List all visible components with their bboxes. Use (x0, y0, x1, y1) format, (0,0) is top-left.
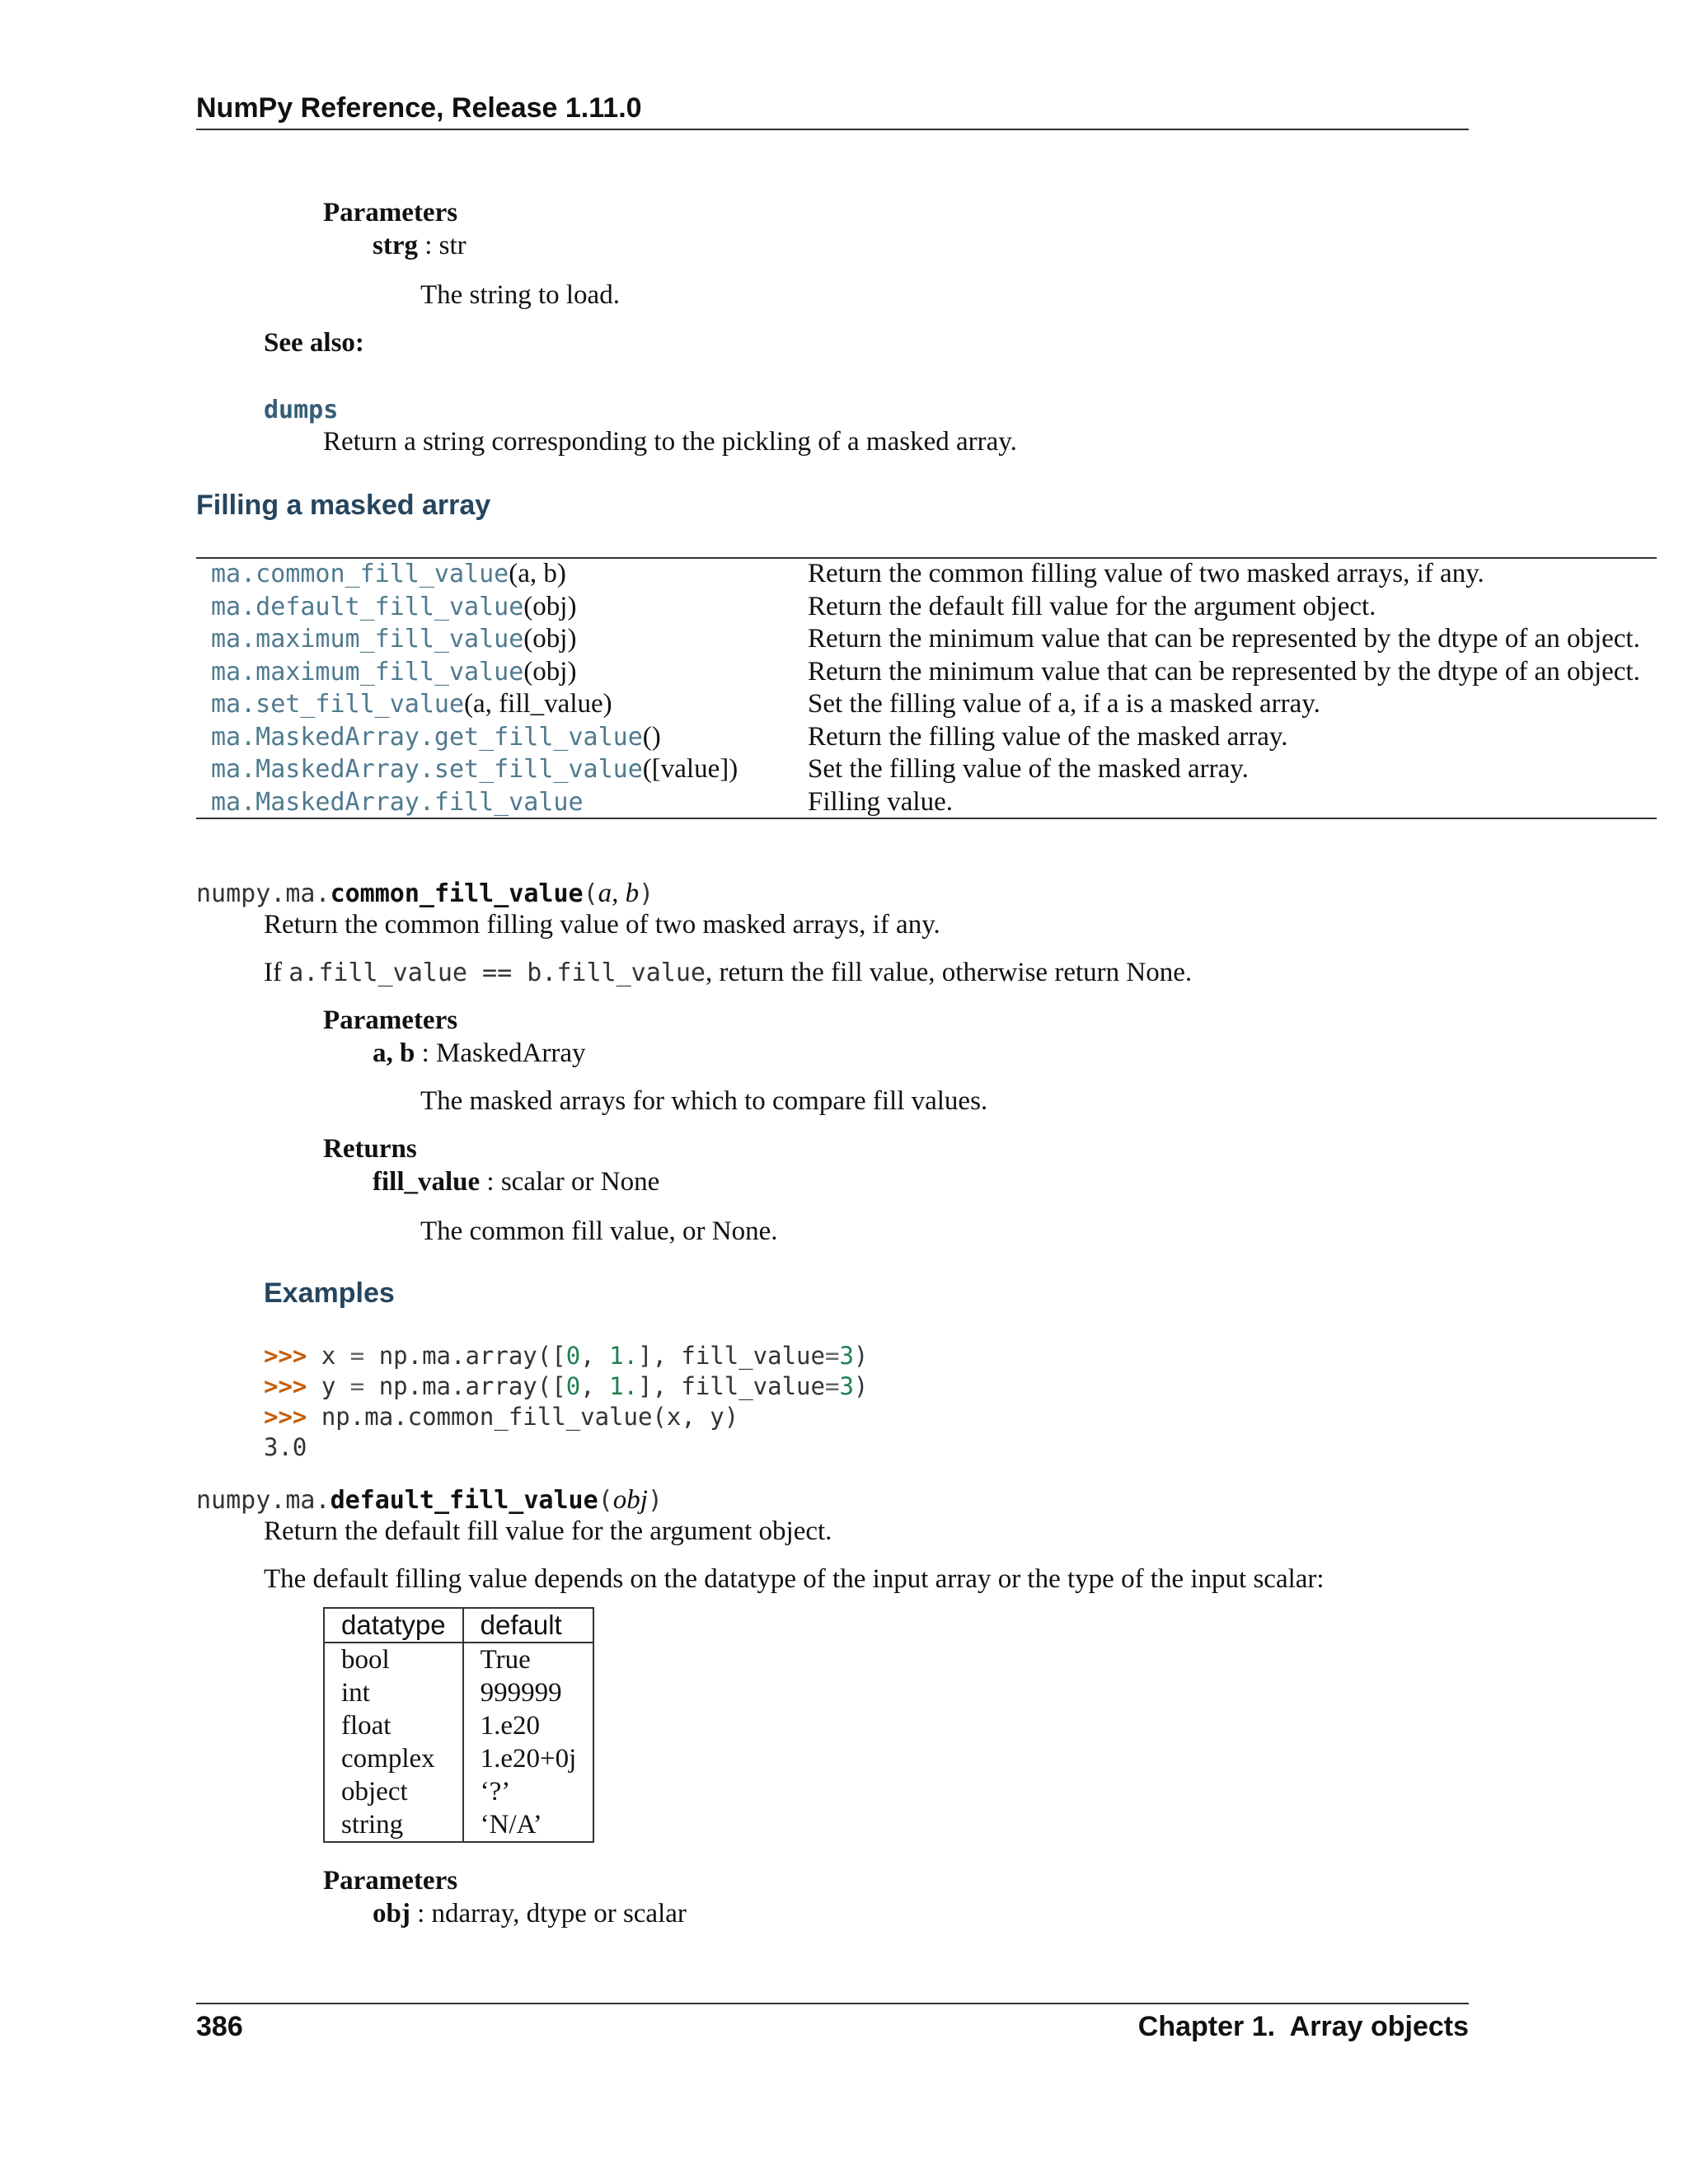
func-args: (obj) (523, 624, 577, 654)
code-token: , (580, 1372, 610, 1400)
summary-row-func (211, 592, 576, 622)
code-output: 3.0 (264, 1433, 307, 1461)
sig-close-paren: ) (647, 1486, 663, 1515)
return-line (373, 1167, 659, 1197)
func-link[interactable]: ma.default_fill_value (211, 592, 524, 621)
code-op: = (824, 1342, 840, 1370)
datatype-cell: float (324, 1709, 463, 1742)
func-args: (a, b) (509, 559, 566, 588)
section-heading-filling: Filling a masked array (196, 490, 491, 521)
code-token: np.ma.array([ (364, 1342, 566, 1370)
summary-row-func (211, 559, 566, 589)
param-line (373, 231, 467, 261)
param-name: strg (373, 231, 418, 260)
sig-name: default_fill_value (330, 1486, 598, 1515)
param-line-2 (373, 1038, 585, 1069)
return-name: fill_value (373, 1167, 481, 1197)
examples-heading: Examples (264, 1277, 395, 1309)
inline-code: a.fill_value == b.fill_value (288, 958, 706, 987)
table-row (324, 1643, 593, 1676)
func-args: (obj) (523, 591, 577, 621)
summary-table-bottom-rule (196, 818, 1657, 819)
table-header-datatype: datatype (324, 1608, 463, 1643)
code-token: ) (853, 1342, 869, 1370)
sig-args: a, b (598, 879, 640, 908)
summary-row-func (211, 787, 584, 818)
prompt: >>> (264, 1372, 307, 1400)
code-op: = (349, 1342, 365, 1370)
sig-name: common_fill_value (330, 879, 584, 908)
func-args: (obj) (523, 656, 577, 687)
prompt: >>> (264, 1403, 307, 1431)
code-number: 0 (565, 1342, 581, 1370)
code-token: np.ma.common_fill_value(x, y) (307, 1403, 739, 1431)
func-link[interactable]: ma.MaskedArray.fill_value (211, 787, 584, 817)
summary-row-func (211, 624, 576, 654)
code-token: ], fill_value (638, 1342, 825, 1370)
table-row (324, 1775, 593, 1808)
code-op: = (349, 1372, 365, 1400)
default-cell: 999999 (480, 1678, 562, 1708)
code-number: 1. (609, 1342, 638, 1370)
param-type: : ndarray, dtype or scalar (410, 1899, 687, 1929)
desc-text: The default filling value depends on the datatype of the input array or the type of the input scalar: (264, 1564, 1325, 1594)
datatype-cell: string (324, 1808, 463, 1842)
param-name: a, b (373, 1038, 415, 1068)
table-row (324, 1676, 593, 1709)
code-line-1 (264, 1342, 868, 1370)
return-type: : scalar or None (480, 1167, 660, 1197)
func-link[interactable]: ma.common_fill_value (211, 560, 509, 588)
chapter-label: Chapter 1. Array objects (1137, 2011, 1469, 2042)
summary-row-desc: Set the filling value of the masked array. (808, 754, 1249, 784)
table-row (324, 1709, 593, 1742)
summary-row-desc: Filling value. (808, 786, 953, 817)
code-line-2 (264, 1372, 868, 1400)
code-number: 1. (609, 1372, 638, 1400)
params-heading-2: Parameters (323, 1005, 458, 1035)
param-type: : MaskedArray (415, 1038, 586, 1068)
summary-row-func (211, 754, 738, 785)
params-heading-3: Parameters (323, 1866, 458, 1896)
code-number: 3 (839, 1372, 854, 1400)
summary-row-desc: Return the common filling value of two masked arrays, if any. (808, 559, 1484, 588)
datatype-cell: int (324, 1676, 463, 1709)
param-desc-2: The masked arrays for which to compare fill values. (420, 1086, 988, 1116)
code-number: 0 (565, 1372, 581, 1400)
code-token: np.ma.array([ (364, 1372, 566, 1400)
returns-heading: Returns (323, 1134, 417, 1164)
datatype-cell: object (324, 1775, 463, 1808)
prompt: >>> (264, 1342, 307, 1370)
page-number: 386 (196, 2011, 243, 2042)
see-also-link-dumps[interactable]: dumps (264, 396, 339, 424)
see-also-desc: Return a string corresponding to the pickling of a masked array. (323, 427, 1017, 457)
summary-row-func (211, 722, 661, 752)
summary-row-func (211, 689, 612, 719)
if-suffix: , return the fill value, otherwise return None. (705, 958, 1193, 987)
default-cell: ‘N/A’ (480, 1810, 542, 1840)
if-prefix: If (264, 958, 289, 987)
summary-row-desc: Return the minimum value that can be represented by the dtype of an object. (808, 656, 1640, 687)
params-heading: Parameters (323, 198, 458, 227)
param-line-3 (373, 1899, 687, 1929)
if-sentence (264, 958, 1192, 988)
func-link[interactable]: ma.set_fill_value (211, 690, 465, 719)
see-also-heading: See also: (264, 328, 364, 358)
summary-row-desc: Set the filling value of a, if a is a masked array. (808, 689, 1320, 719)
summary-text-2: Return the default fill value for the argument object. (264, 1516, 832, 1546)
return-desc: The common fill value, or None. (420, 1216, 778, 1246)
code-op: = (824, 1372, 840, 1400)
func-link[interactable]: ma.MaskedArray.set_fill_value (211, 755, 643, 784)
signature-default-fill-value (196, 1485, 663, 1516)
page-header-title: NumPy Reference, Release 1.11.0 (196, 92, 642, 124)
sig-module: numpy.ma. (196, 879, 331, 908)
code-line-3 (264, 1403, 738, 1431)
code-token: ], fill_value (638, 1372, 825, 1400)
summary-row-desc: Return the minimum value that can be represented by the dtype of an object. (808, 624, 1640, 654)
param-type: : str (417, 231, 467, 260)
default-cell: ‘?’ (480, 1777, 511, 1807)
func-link[interactable]: ma.maximum_fill_value (211, 625, 524, 654)
code-token: , (580, 1342, 610, 1370)
param-name: obj (373, 1899, 410, 1929)
sig-args: obj (612, 1485, 648, 1515)
datatype-cell: complex (324, 1742, 463, 1775)
table-row (324, 1808, 593, 1842)
summary-row-desc: Return the default fill value for the argument object. (808, 591, 1376, 621)
summary-row-desc: Return the filling value of the masked array. (808, 721, 1288, 752)
func-args: ([value]) (642, 754, 738, 784)
sig-open-paren: ( (583, 879, 598, 908)
param-desc: The string to load. (420, 280, 620, 310)
default-cell: 1.e20 (480, 1711, 541, 1741)
sig-module: numpy.ma. (196, 1486, 331, 1515)
func-args: () (642, 721, 661, 752)
footer-rule (196, 2003, 1469, 2004)
code-token: x (307, 1342, 350, 1370)
code-token: ) (853, 1372, 869, 1400)
signature-common-fill-value (196, 879, 654, 909)
code-token: y (307, 1372, 350, 1400)
header-rule (196, 129, 1469, 130)
datatype-default-table (323, 1607, 594, 1843)
sig-open-paren: ( (598, 1486, 613, 1515)
summary-text: Return the common filling value of two masked arrays, if any. (264, 910, 940, 940)
code-number: 3 (839, 1342, 854, 1370)
func-args: (a, fill_value) (464, 689, 612, 719)
table-row (324, 1742, 593, 1775)
default-cell: True (480, 1645, 531, 1675)
func-link[interactable]: ma.maximum_fill_value (211, 657, 524, 687)
func-link[interactable]: ma.MaskedArray.get_fill_value (211, 722, 643, 752)
datatype-cell: bool (324, 1643, 463, 1676)
summary-row-func (211, 657, 576, 687)
table-header-default: default (463, 1608, 594, 1643)
sig-close-paren: ) (639, 879, 654, 908)
default-cell: 1.e20+0j (480, 1744, 577, 1774)
